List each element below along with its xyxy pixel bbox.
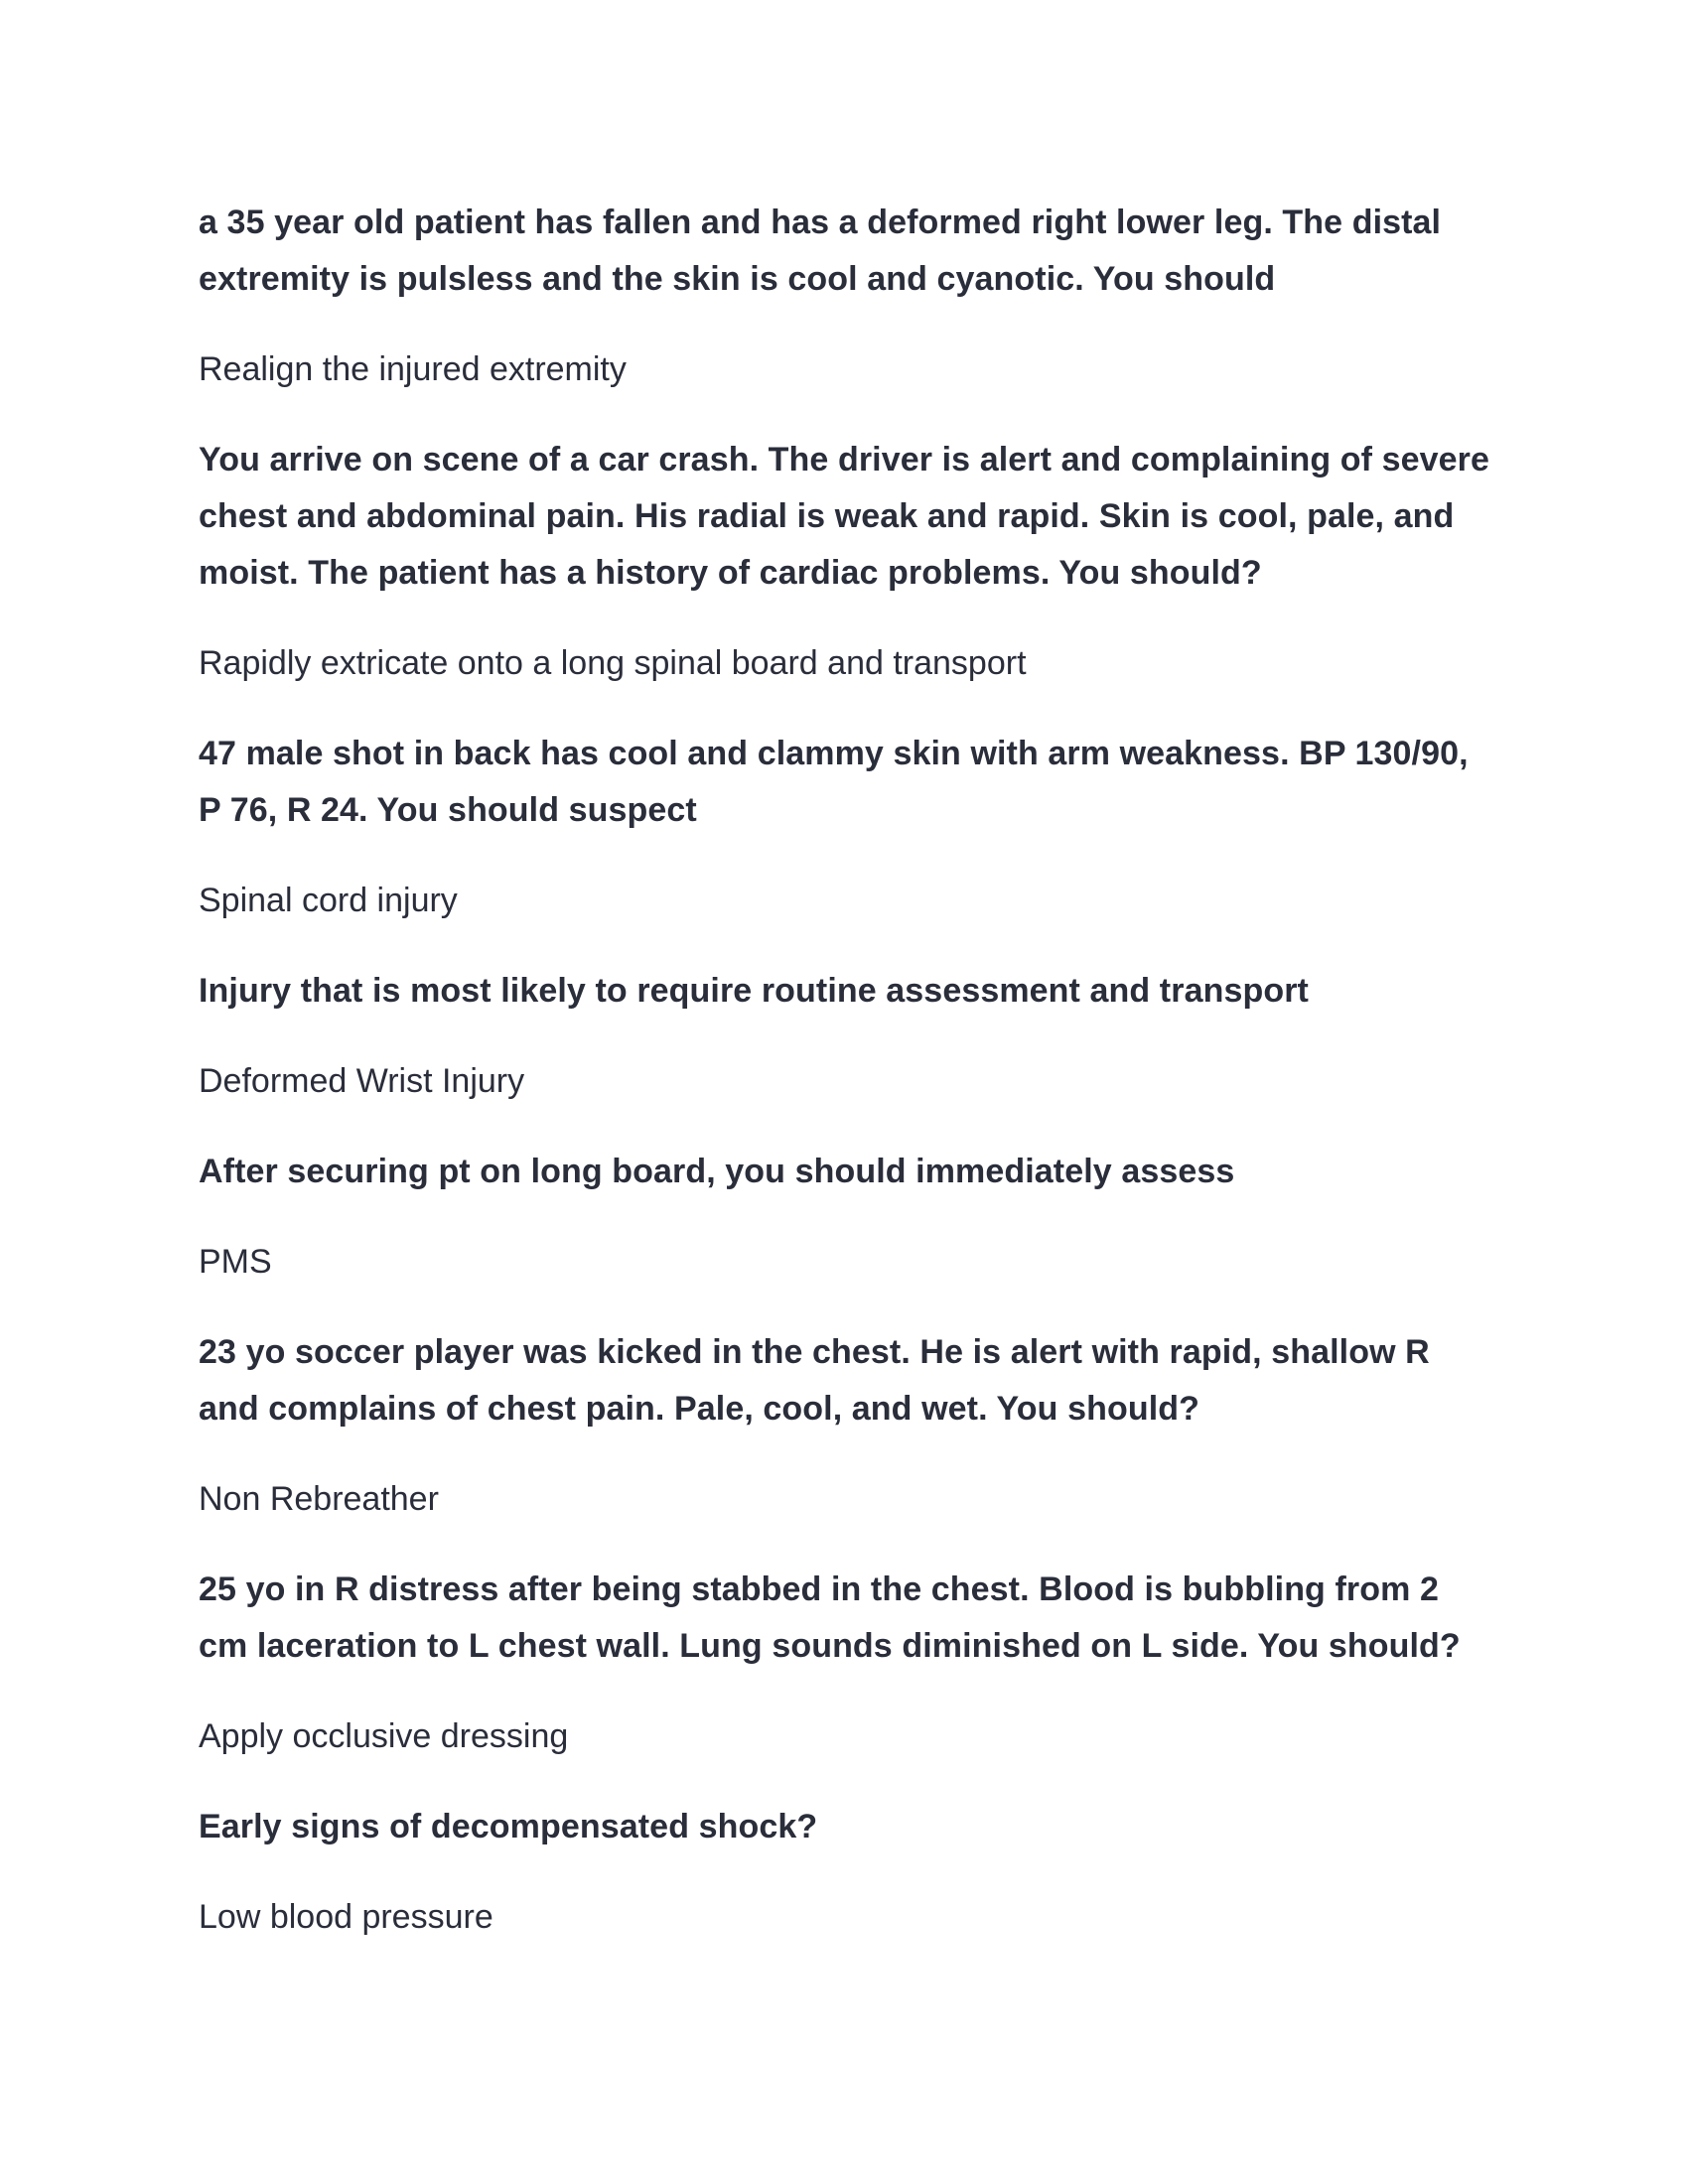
question-text: 23 yo soccer player was kicked in the chest. He is alert with rapid, shallow R and complains of chest pain. Pale, cool, and wet. You should? [199, 1333, 1430, 1428]
question-text: You arrive on scene of a car crash. The driver is alert and complaining of severe chest and abdominal pain. His radial is weak and rapid. Skin is cool, pale, and moist. The patient has a history of cardiac problems. You should? [199, 441, 1489, 592]
question-text: After securing pt on long board, you should immediately assess [199, 1153, 1235, 1190]
answer-text: Non Rebreather [199, 1480, 439, 1518]
answer-text: PMS [199, 1243, 272, 1281]
question-text: a 35 year old patient has fallen and has a deformed right lower leg. The distal extremity is pulsless and the skin is cool and cyanotic. You should [199, 204, 1442, 298]
question-text: 47 male shot in back has cool and clammy skin with arm weakness. BP 130/90, P 76, R 24. You should suspect [199, 735, 1469, 829]
question-text: Injury that is most likely to require routine assessment and transport [199, 972, 1309, 1010]
document-page [199, 195, 1489, 1979]
answer-text: Low blood pressure [199, 1898, 493, 1936]
answer-text: Realign the injured extremity [199, 350, 627, 388]
answer-text: Apply occlusive dressing [199, 1717, 569, 1755]
answer-text: Deformed Wrist Injury [199, 1062, 525, 1100]
question-text: 25 yo in R distress after being stabbed in the chest. Blood is bubbling from 2 cm laceration to L chest wall. Lung sounds diminished on L side. You should? [199, 1570, 1461, 1665]
answer-text: Rapidly extricate onto a long spinal board and transport [199, 644, 1027, 682]
answer-text: Spinal cord injury [199, 882, 458, 919]
question-text: Early signs of decompensated shock? [199, 1808, 818, 1845]
